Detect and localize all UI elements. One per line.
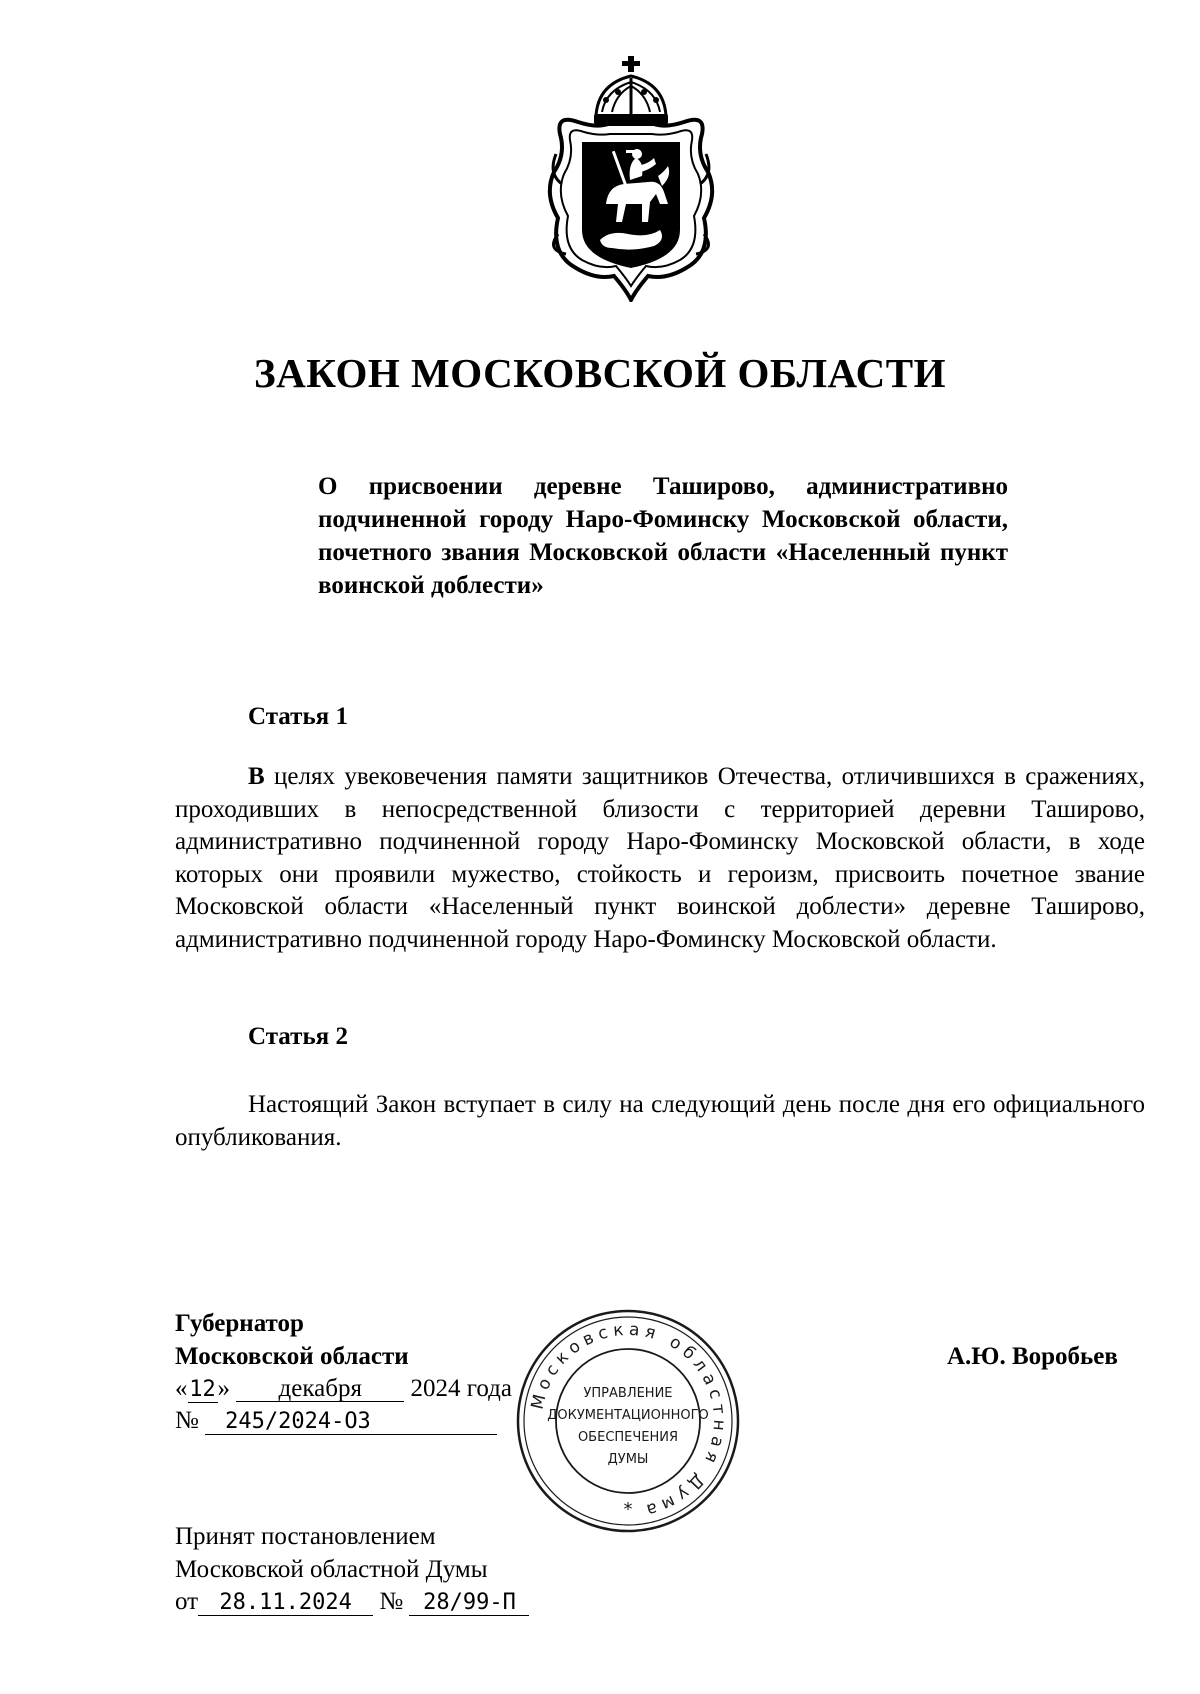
document-title: ЗАКОН МОСКОВСКОЙ ОБЛАСТИ [254,350,946,396]
signatory-position-line-2: Московской области [175,1343,409,1370]
stamp-center-line-4: ДУМЫ [607,1452,649,1467]
date-close-quote: » [217,1375,230,1402]
date-day: 12 [189,1377,216,1402]
date-open-quote: « [175,1375,188,1402]
date-month: декабря [236,1377,404,1402]
adoption-line-1: Принят постановлением [175,1523,436,1550]
adoption-details [175,1588,529,1616]
article-1-body: целях увековечения памяти защитников Отечества, отличившихся в сражениях, проходивших в непосредственной близости с территорией деревни Таширово, административно подчиненной городу Наро-Фоминску Московской области, в ходе которых они проявили мужество, стойкость и героизм, присвоить почетное звание Московской области «Населенный пункт воинской доблести» деревне Таширово, административно подчиненной городу Наро-Фоминску Московской области. [175,763,1145,953]
law-number: 245/2024-ОЗ [205,1410,497,1435]
law-number-sign: № [175,1407,199,1434]
coat-of-arms-emblem [536,54,726,302]
stamp-star-icon: * [623,1499,633,1520]
stamp-ring-text: Московская областная Дума [527,1319,730,1521]
adoption-from-label: от [175,1588,199,1615]
adoption-number-sign: № [379,1588,404,1615]
adoption-date: 28.11.2024 [198,1591,373,1616]
article-1-text [175,761,1145,956]
signing-date [175,1375,512,1403]
adoption-number: 28/99-П [409,1591,529,1616]
signatory-name: А.Ю. Воробьев [947,1343,1118,1370]
adoption-line-2: Московской областной Думы [175,1556,488,1583]
law-number-line [175,1407,497,1435]
article-2-text: Настоящий Закон вступает в силу на следующий день после дня его официального опубликования. [175,1091,1145,1151]
official-stamp [512,1305,744,1537]
document-subject: О присвоении деревне Таширово, административно подчиненной городу Наро-Фоминску Московской области, почетного звания Московской области «Населенный пункт воинской доблести» [318,473,1008,599]
article-2-heading: Статья 2 [248,1023,348,1050]
stamp-center-line-3: ОБЕСПЕЧЕНИЯ [577,1430,679,1445]
date-year: 2024 года [410,1375,512,1402]
article-1-lead-letter: В [248,763,265,790]
stamp-center-line-2: ДОКУМЕНТАЦИОННОГО [547,1408,709,1423]
signatory-position-line-1: Губернатор [175,1310,304,1337]
article-1-heading: Статья 1 [248,703,348,730]
stamp-center-line-1: УПРАВЛЕНИЕ [583,1386,673,1401]
